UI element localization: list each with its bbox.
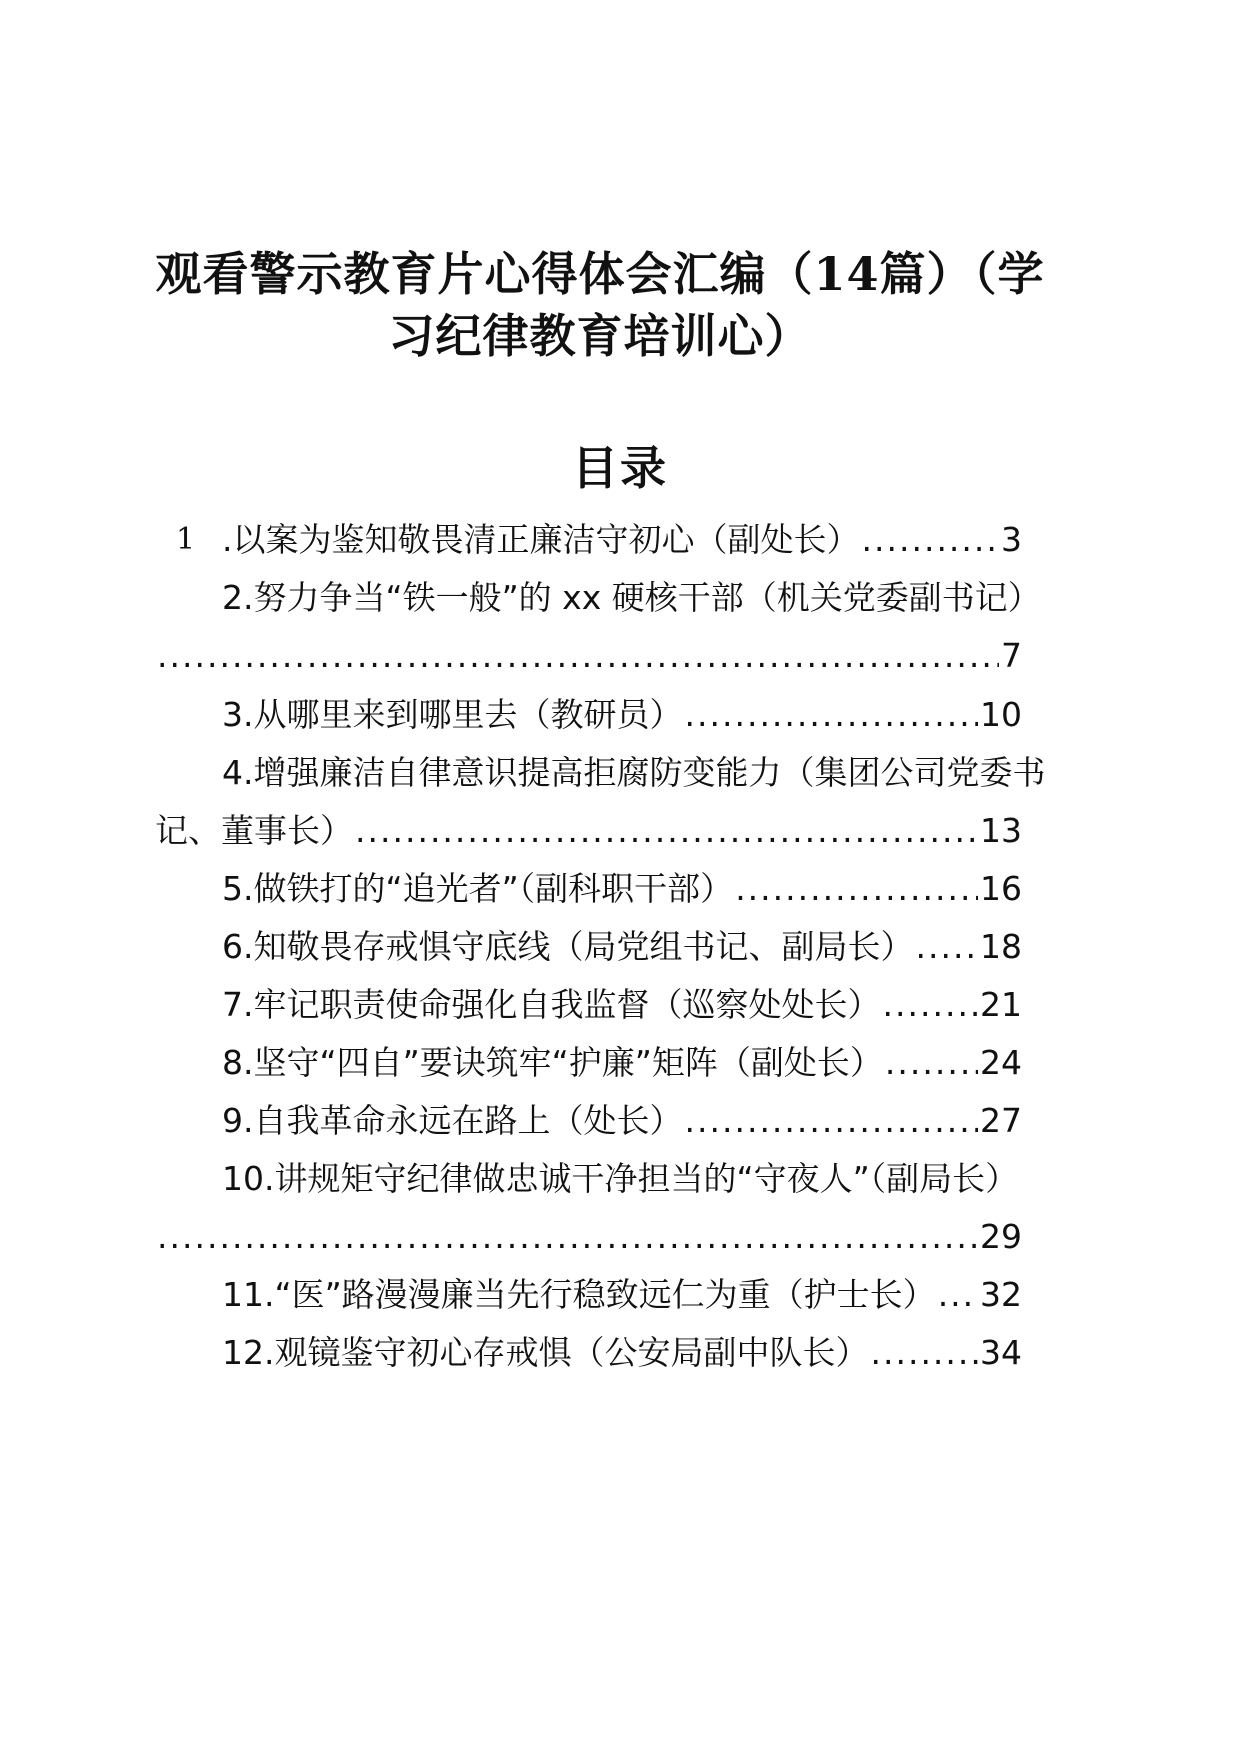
dot-leader bbox=[862, 517, 1000, 563]
dot-leader bbox=[735, 866, 978, 912]
toc-entry-page: 21 bbox=[980, 985, 1022, 1024]
dot-leader bbox=[685, 692, 979, 738]
dot-leader bbox=[870, 1330, 978, 1376]
toc-heading: 目录 bbox=[572, 441, 668, 495]
toc-entry-title: 12.观镜鉴守初心存戒惧（公安局副中队长） bbox=[222, 1333, 869, 1372]
document-title-line-1: 观看警示教育片心得体会汇编（14篇）（学 bbox=[155, 247, 1045, 301]
toc-entry-continuation[interactable] bbox=[155, 633, 1022, 679]
document-title-line-2: 习纪律教育培训心） bbox=[388, 309, 812, 363]
dot-leader bbox=[685, 1098, 979, 1144]
toc-entry[interactable] bbox=[222, 1098, 1022, 1144]
toc-entry-page: 18 bbox=[980, 927, 1022, 966]
dot-leader bbox=[157, 1214, 978, 1260]
toc-entry-page: 34 bbox=[980, 1333, 1022, 1372]
toc-entry-page: 13 bbox=[980, 811, 1022, 850]
toc-entry[interactable]: 2.努力争当“铁一般”的 xx 硬核干部（机关党委副书记） bbox=[222, 578, 1041, 617]
toc-entry-title: .以案为鉴知敬畏清正廉洁守初心（副处长） bbox=[222, 520, 860, 559]
dot-leader bbox=[355, 808, 978, 854]
toc-entry-page: 24 bbox=[980, 1043, 1022, 1082]
toc-entry[interactable] bbox=[222, 1040, 1022, 1086]
toc-entry-title: 3.从哪里来到哪里去（教研员） bbox=[222, 695, 683, 734]
toc-entry-page: 32 bbox=[980, 1275, 1022, 1314]
toc-entry[interactable] bbox=[222, 692, 1022, 738]
toc-entry-title: 8.坚守“四自”要诀筑牢“护廉”矩阵（副处长） bbox=[222, 1043, 883, 1082]
toc-entry[interactable] bbox=[222, 1272, 1022, 1318]
toc-entry[interactable]: 4.增强廉洁自律意识提高拒腐防变能力（集团公司党委书 bbox=[222, 753, 1046, 792]
toc-entry-title: 11.“医”路漫漫廉当先行稳致远仁为重（护士长） bbox=[222, 1275, 936, 1314]
toc-entry-title: 7.牢记职责使命强化自我监督（巡察处处长） bbox=[222, 985, 881, 1024]
dot-leader bbox=[885, 1040, 978, 1086]
toc-entry[interactable]: 10.讲规矩守纪律做忠诚干净担当的“守夜人”（副局长） bbox=[222, 1159, 1019, 1198]
toc-entry-page: 10 bbox=[980, 695, 1022, 734]
toc-entry-page: 16 bbox=[980, 869, 1022, 908]
toc-entry-page: 27 bbox=[980, 1101, 1022, 1140]
toc-entry-page: 29 bbox=[980, 1217, 1022, 1256]
toc-entry[interactable] bbox=[222, 924, 1022, 970]
toc-entry[interactable] bbox=[222, 517, 1022, 563]
toc-entry-title: 9.自我革命永远在路上（处长） bbox=[222, 1101, 683, 1140]
toc-entry-title: 6.知敬畏存戒惧守底线（局党组书记、副局长） bbox=[222, 927, 914, 966]
toc-entry-page: 3 bbox=[1001, 520, 1022, 559]
toc-entry-continuation[interactable] bbox=[155, 808, 1022, 854]
toc-entry-title: 5.做铁打的“追光者”（副科职干部） bbox=[222, 869, 734, 908]
toc-entry[interactable] bbox=[222, 866, 1022, 912]
toc-entry-page: 7 bbox=[1001, 636, 1022, 675]
toc-entry[interactable] bbox=[222, 982, 1022, 1028]
toc-entry-title: 记、董事长） bbox=[155, 811, 353, 850]
dot-leader bbox=[938, 1272, 978, 1318]
toc-entry-continuation[interactable] bbox=[155, 1214, 1022, 1260]
dot-leader bbox=[916, 924, 979, 970]
toc-entry[interactable] bbox=[222, 1330, 1022, 1376]
stray-number-mark: 1 bbox=[176, 522, 196, 557]
dot-leader bbox=[883, 982, 979, 1028]
dot-leader bbox=[157, 633, 999, 679]
